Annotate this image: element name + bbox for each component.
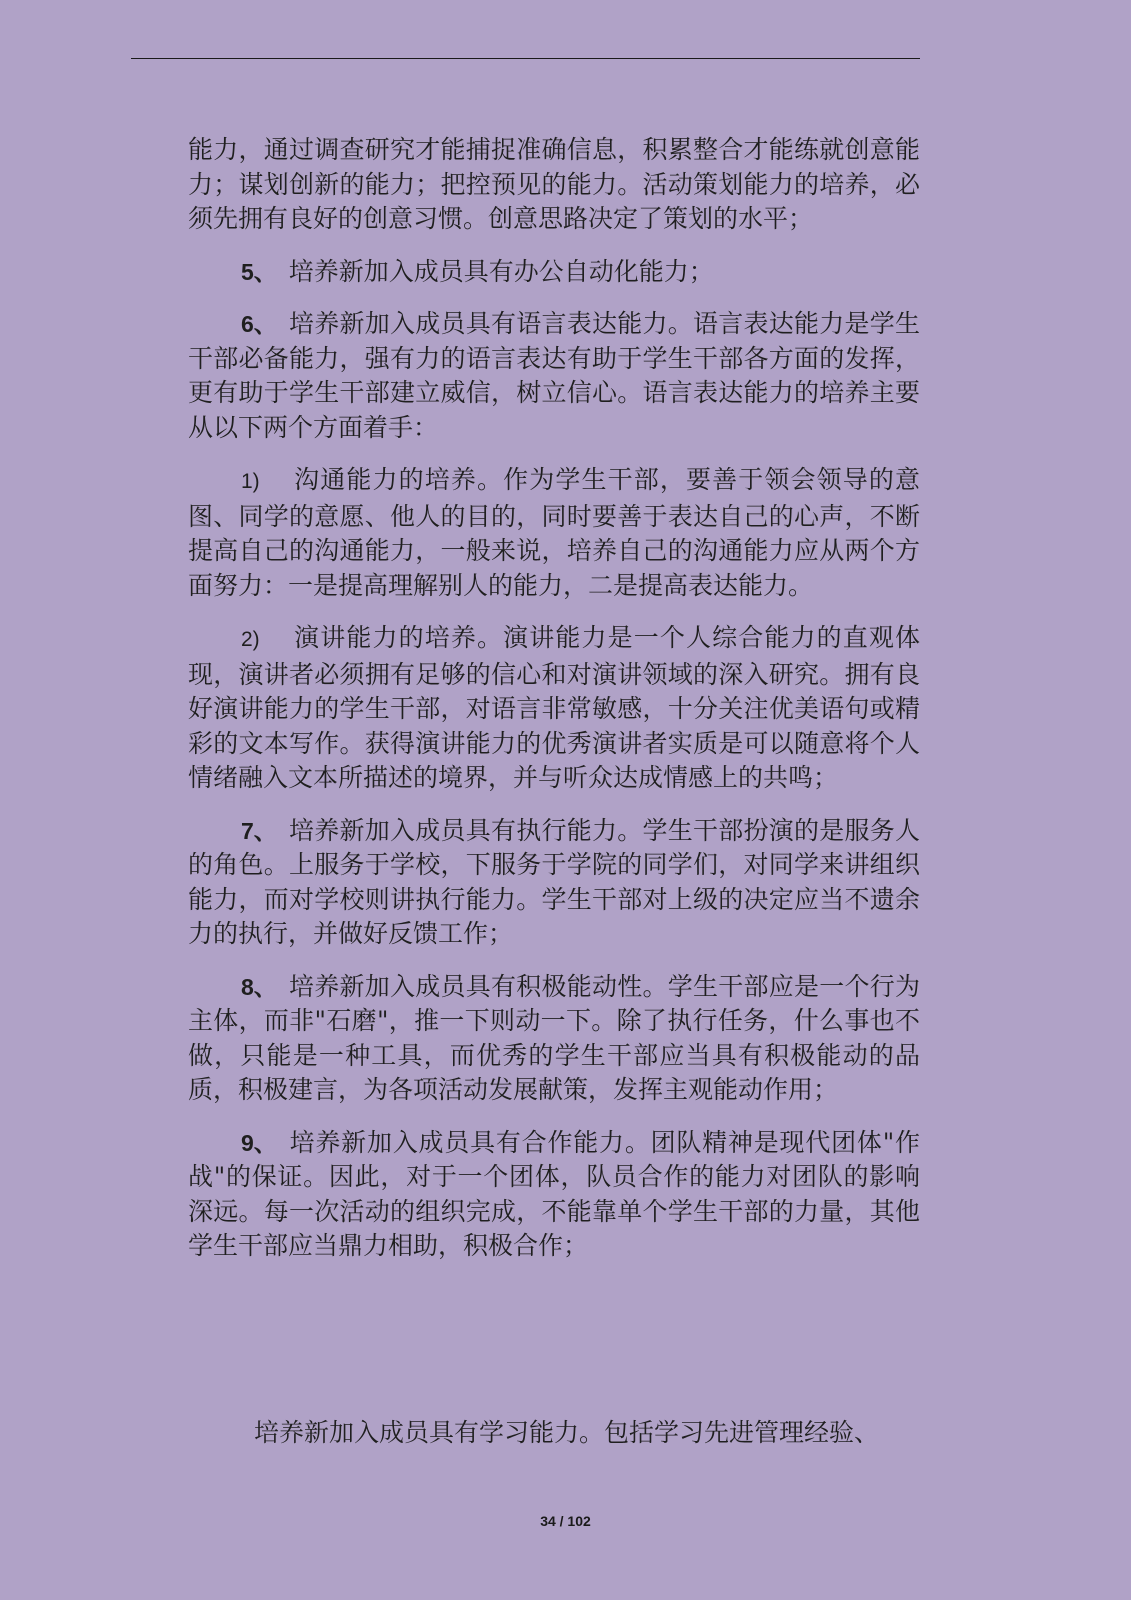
document-body [188, 133, 920, 1282]
page-number: 34 / 102 [540, 1513, 591, 1529]
paragraph-subitem-2 [188, 621, 920, 796]
paragraph-item-6 [188, 307, 920, 445]
paragraph-continuation [188, 133, 920, 237]
paragraph-item-9 [188, 1126, 920, 1264]
item-number: 7、 [241, 817, 277, 844]
subitem-number: 2) [241, 628, 260, 651]
item-number: 9、 [241, 1129, 277, 1156]
paragraph-text: 培养新加入成员具有办公自动化能力； [288, 256, 714, 286]
paragraph-text: 能力，通过调查研究才能捕捉准确信息，积累整合才能练就创意能力；谋划创新的能力；把控预见的能力。活动策划能力的培养，必须先拥有良好的创意习惯。创意思路决定了策划的水平； [188, 135, 920, 233]
paragraph-text: 培养新加入成员具有合作能力。团队精神是现代团体"作战"的保证。因此，对于一个团体，队员合作的能力对团队的影响深远。每一次活动的组织完成，不能靠单个学生干部的力量，其他学生干部应当鼎力相助，积极合作； [188, 1127, 920, 1260]
paragraph-text: 培养新加入成员具有积极能动性。学生干部应是一个行为主体，而非"石磨"，推一下则动一下。除了执行任务，什么事也不做，只能是一种工具，而优秀的学生干部应当具有积极能动的品质，积极建言，为各项活动发展献策，发挥主观能动作用； [188, 971, 920, 1104]
subitem-number: 1) [241, 470, 260, 493]
paragraph-text: 培养新加入成员具有语言表达能力。语言表达能力是学生干部必备能力，强有力的语言表达有助于学生干部各方面的发挥，更有助于学生干部建立威信，树立信心。语言表达能力的培养主要从以下两个方面着手： [188, 309, 920, 442]
item-number: 8、 [241, 973, 277, 1000]
paragraph-trailing-line: 培养新加入成员具有学习能力。包括学习先进管理经验、 [254, 1418, 880, 1447]
paragraph-item-5 [188, 255, 920, 290]
item-number: 6、 [241, 311, 277, 337]
paragraph-subitem-1 [188, 463, 920, 603]
item-number: 5、 [241, 258, 277, 285]
paragraph-text: 沟通能力的培养。作为学生干部，要善于领会领导的意图、同学的意愿、他人的目的，同时要善于表达自己的心声，不断提高自己的沟通能力，一般来说，培养自己的沟通能力应从两个方面努力：一是提高理解别人的能力，二是提高表达能力。 [188, 465, 920, 600]
paragraph-item-7 [188, 814, 920, 952]
header-rule [131, 58, 920, 59]
paragraph-text: 培养新加入成员具有执行能力。学生干部扮演的是服务人的角色。上服务于学校，下服务于学院的同学们，对同学来讲组织能力，而对学校则讲执行能力。学生干部对上级的决定应当不遗余力的执行，并做好反馈工作； [188, 815, 920, 948]
paragraph-text: 演讲能力的培养。演讲能力是一个人综合能力的直观体现，演讲者必须拥有足够的信心和对演讲领域的深入研究。拥有良好演讲能力的学生干部，对语言非常敏感，十分关注优美语句或精彩的文本写作。获得演讲能力的优秀演讲者实质是可以随意将个人情绪融入文本所描述的境界，并与听众达成情感上的共鸣； [188, 623, 920, 792]
paragraph-item-8 [188, 970, 920, 1108]
